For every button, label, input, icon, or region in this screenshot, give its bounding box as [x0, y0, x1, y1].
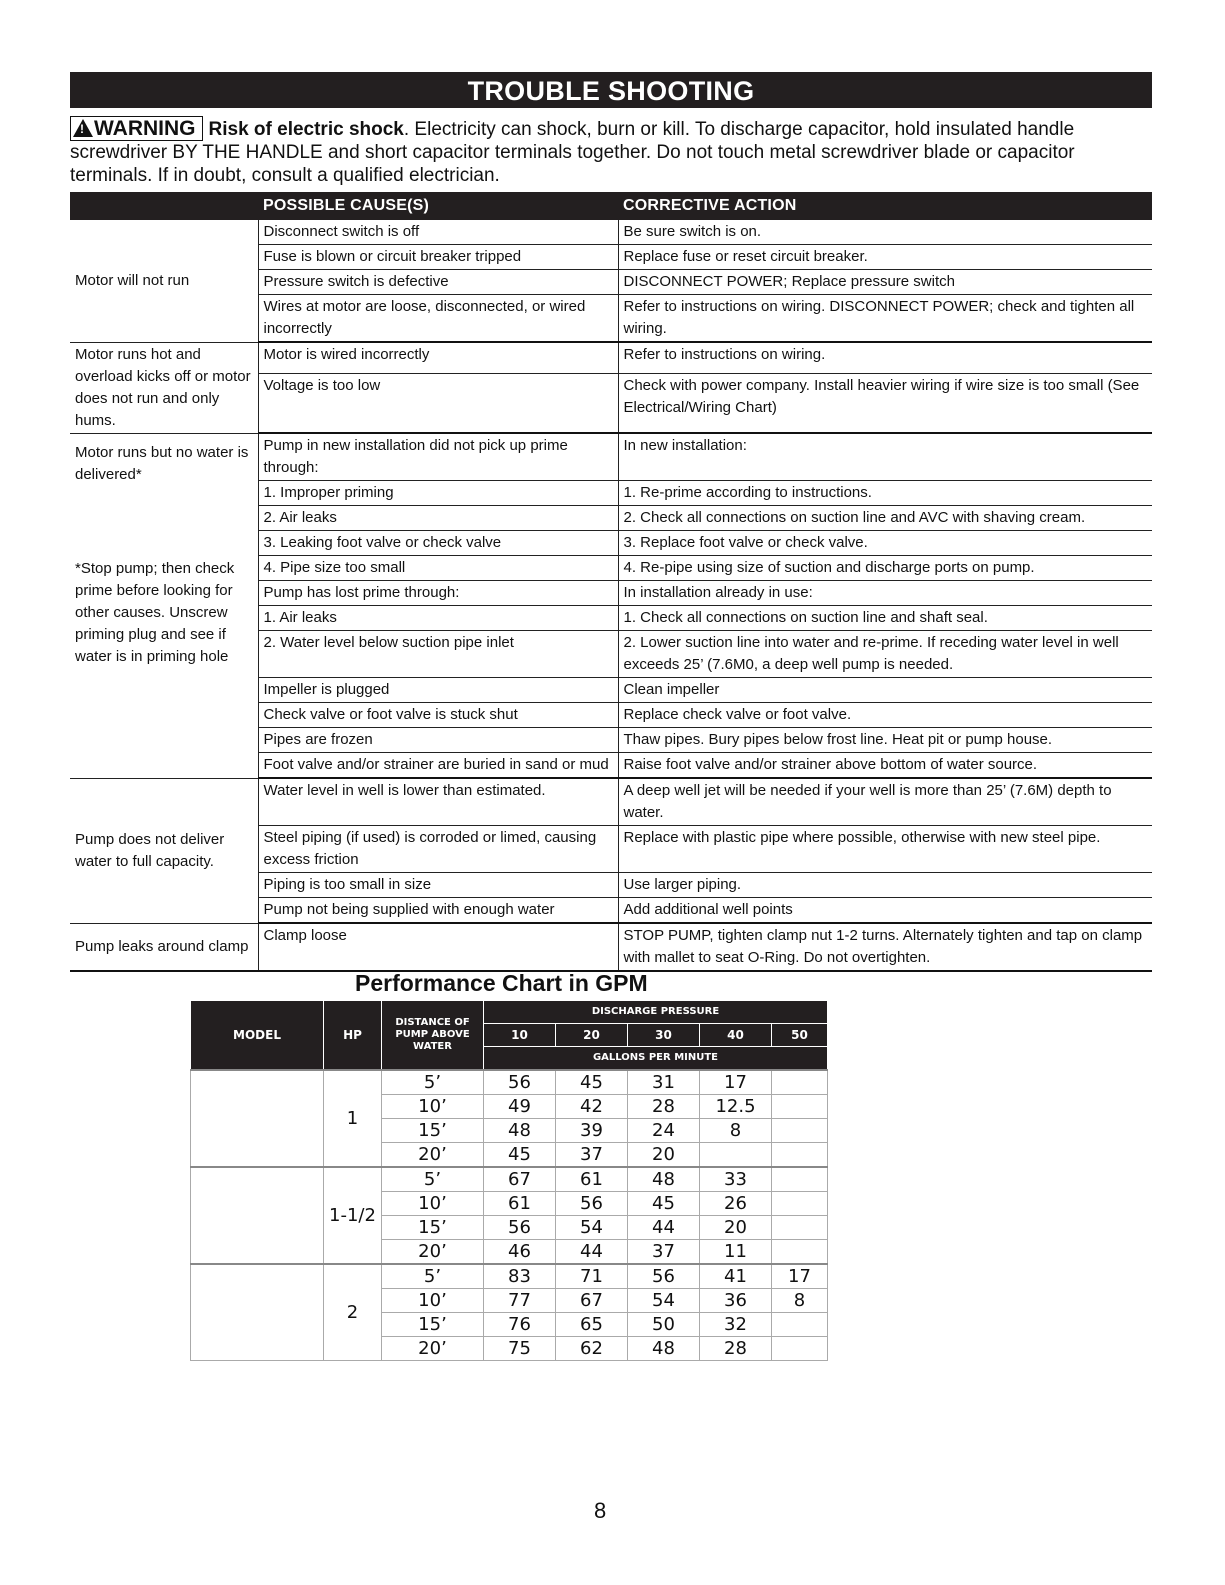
problem-cell [70, 342, 258, 433]
gpm-value-cell: 28 [700, 1337, 772, 1361]
cause-cell: 1. Air leaks [258, 606, 618, 631]
action-cell: Check with power company. Install heavier wiring if wire size is too small (See Electrical/Wiring Chart) [618, 374, 1152, 433]
problem-cell [70, 433, 258, 778]
action-cell: In new installation: [618, 433, 1152, 481]
gpm-value-cell [700, 1143, 772, 1168]
gpm-value-cell: 50 [628, 1313, 700, 1337]
warning-label: WARNING [94, 117, 196, 140]
cause-cell: Fuse is blown or circuit breaker tripped [258, 245, 618, 270]
action-cell: DISCONNECT POWER; Replace pressure switch [618, 270, 1152, 295]
gpm-value-cell: 61 [556, 1167, 628, 1192]
gpm-value-cell: 37 [556, 1143, 628, 1168]
performance-chart-table [190, 1000, 828, 1361]
gpm-value-cell [772, 1119, 828, 1143]
cause-cell: 2. Water level below suction pipe inlet [258, 631, 618, 678]
table-row [70, 433, 1152, 481]
gpm-value-cell: 17 [772, 1264, 828, 1289]
pressure-header: 20 [556, 1024, 628, 1047]
gpm-value-cell [772, 1337, 828, 1361]
action-cell: Raise foot valve and/or strainer above bottom of water source. [618, 753, 1152, 779]
distance-cell: 5’ [382, 1167, 484, 1192]
action-cell: Use larger piping. [618, 873, 1152, 898]
gpm-value-cell [772, 1240, 828, 1265]
gpm-value-cell: 37 [628, 1240, 700, 1265]
cause-cell: 4. Pipe size too small [258, 556, 618, 581]
cause-cell: Check valve or foot valve is stuck shut [258, 703, 618, 728]
gpm-value-cell: 12.5 [700, 1095, 772, 1119]
gpm-value-cell: 56 [484, 1216, 556, 1240]
cause-cell: Pump in new installation did not pick up prime through: [258, 433, 618, 481]
gpm-value-cell: 44 [628, 1216, 700, 1240]
gpm-value-cell: 26 [700, 1192, 772, 1216]
problem-note: *Stop pump; then check prime before looking for other causes. Unscrew priming plug and see if water is in priming hole [75, 559, 235, 665]
distance-cell: 20’ [382, 1337, 484, 1361]
gpm-value-cell: 41 [700, 1264, 772, 1289]
problem-cell [70, 778, 258, 923]
gpm-value-cell: 20 [700, 1216, 772, 1240]
chart-row [191, 1070, 828, 1095]
cause-cell: Piping is too small in size [258, 873, 618, 898]
action-cell: 3. Replace foot valve or check valve. [618, 531, 1152, 556]
action-cell: 1. Re-prime according to instructions. [618, 481, 1152, 506]
pressure-header: 50 [772, 1024, 828, 1047]
action-cell: Clean impeller [618, 678, 1152, 703]
gpm-value-cell: 76 [484, 1313, 556, 1337]
cause-cell: Clamp loose [258, 923, 618, 971]
problem-cell [70, 923, 258, 971]
distance-cell: 20’ [382, 1240, 484, 1265]
column-header: POSSIBLE CAUSE(S) [258, 192, 618, 220]
distance-cell: 15’ [382, 1216, 484, 1240]
problem-text: Motor runs but no water is delivered* [75, 443, 249, 483]
action-cell: A deep well jet will be needed if your well is more than 25’ (7.6M) depth to water. [618, 778, 1152, 826]
gpm-value-cell: 24 [628, 1119, 700, 1143]
gpm-value-cell: 32 [700, 1313, 772, 1337]
cause-cell: Water level in well is lower than estimated. [258, 778, 618, 826]
cause-cell: Voltage is too low [258, 374, 618, 433]
gpm-value-cell: 8 [772, 1289, 828, 1313]
gpm-value-cell: 56 [556, 1192, 628, 1216]
page-number: 8 [594, 1498, 607, 1523]
page-title: TROUBLE SHOOTING [70, 72, 1152, 108]
performance-chart-title: Performance Chart in GPM [355, 970, 648, 996]
warning-risk: Risk of electric shock [208, 119, 404, 140]
cause-cell: 1. Improper priming [258, 481, 618, 506]
cause-cell: Impeller is plugged [258, 678, 618, 703]
gpm-value-cell: 77 [484, 1289, 556, 1313]
gpm-value-cell: 71 [556, 1264, 628, 1289]
table-header-row [70, 192, 1152, 220]
gpm-value-cell: 11 [700, 1240, 772, 1265]
distance-cell: 10’ [382, 1289, 484, 1313]
distance-cell: 15’ [382, 1119, 484, 1143]
gpm-value-cell: 62 [556, 1337, 628, 1361]
gpm-value-cell: 39 [556, 1119, 628, 1143]
action-cell: Refer to instructions on wiring. [618, 342, 1152, 374]
gpm-value-cell: 33 [700, 1167, 772, 1192]
gpm-value-cell: 44 [556, 1240, 628, 1265]
gpm-value-cell [772, 1143, 828, 1168]
action-cell: Refer to instructions on wiring. DISCONNECT POWER; check and tighten all wiring. [618, 295, 1152, 343]
cause-cell: 2. Air leaks [258, 506, 618, 531]
action-cell: Add additional well points [618, 898, 1152, 924]
distance-cell: 10’ [382, 1095, 484, 1119]
cause-cell: Disconnect switch is off [258, 220, 618, 245]
distance-cell: 15’ [382, 1313, 484, 1337]
action-cell: Replace fuse or reset circuit breaker. [618, 245, 1152, 270]
discharge-header: DISCHARGE PRESSURE [484, 1001, 828, 1024]
cause-cell: Pump has lost prime through: [258, 581, 618, 606]
chart-row [191, 1167, 828, 1192]
gpm-value-cell: 46 [484, 1240, 556, 1265]
gpm-value-cell: 48 [484, 1119, 556, 1143]
cause-cell: 3. Leaking foot valve or check valve [258, 531, 618, 556]
action-cell: Be sure switch is on. [618, 220, 1152, 245]
problem-text: Pump does not deliver water to full capacity. [75, 830, 225, 870]
gpm-value-cell: 20 [628, 1143, 700, 1168]
distance-cell: 5’ [382, 1264, 484, 1289]
gpm-value-cell: 45 [628, 1192, 700, 1216]
gpm-value-cell: 65 [556, 1313, 628, 1337]
hp-header: HP [324, 1001, 382, 1071]
column-header [70, 192, 258, 220]
gpm-value-cell [772, 1216, 828, 1240]
gpm-value-cell: 67 [556, 1289, 628, 1313]
action-cell: STOP PUMP, tighten clamp nut 1-2 turns. Alternately tighten and tap on clamp with mallet to seat O-Ring. Do not overtighten. [618, 923, 1152, 971]
warning-triangle-icon [73, 119, 93, 137]
gpm-value-cell [772, 1095, 828, 1119]
gpm-value-cell [772, 1192, 828, 1216]
hp-cell: 1-1/2 [324, 1167, 382, 1264]
action-cell: Replace check valve or foot valve. [618, 703, 1152, 728]
model-cell [191, 1070, 324, 1167]
gpm-value-cell: 49 [484, 1095, 556, 1119]
action-cell: 1. Check all connections on suction line and shaft seal. [618, 606, 1152, 631]
pressure-header: 30 [628, 1024, 700, 1047]
troubleshooting-table [70, 192, 1152, 972]
action-cell: Thaw pipes. Bury pipes below frost line. Heat pit or pump house. [618, 728, 1152, 753]
gpm-value-cell: 42 [556, 1095, 628, 1119]
table-row [70, 778, 1152, 826]
distance-cell: 20’ [382, 1143, 484, 1168]
cause-cell: Steel piping (if used) is corroded or limed, causing excess friction [258, 826, 618, 873]
gpm-value-cell [772, 1070, 828, 1095]
model-cell [191, 1167, 324, 1264]
gpm-value-cell: 83 [484, 1264, 556, 1289]
cause-cell: Foot valve and/or strainer are buried in sand or mud [258, 753, 618, 779]
gpm-value-cell: 56 [484, 1070, 556, 1095]
hp-cell: 1 [324, 1070, 382, 1167]
warning-paragraph [70, 116, 1152, 187]
gpm-value-cell [772, 1313, 828, 1337]
gpm-value-cell: 48 [628, 1167, 700, 1192]
cause-cell: Pipes are frozen [258, 728, 618, 753]
problem-text: Motor runs hot and overload kicks off or motor does not run and only hums. [75, 345, 251, 429]
gpm-value-cell: 61 [484, 1192, 556, 1216]
chart-row [191, 1264, 828, 1289]
table-row [70, 342, 1152, 374]
gpm-value-cell: 75 [484, 1337, 556, 1361]
problem-cell [70, 220, 258, 342]
warning-label-box [70, 116, 203, 141]
gpm-value-cell: 45 [556, 1070, 628, 1095]
action-cell: In installation already in use: [618, 581, 1152, 606]
hp-cell: 2 [324, 1264, 382, 1361]
gpm-value-cell: 67 [484, 1167, 556, 1192]
column-header: CORRECTIVE ACTION [618, 192, 1152, 220]
gpm-value-cell: 54 [556, 1216, 628, 1240]
gpm-value-cell [772, 1167, 828, 1192]
page-content [70, 72, 1152, 966]
action-cell: Replace with plastic pipe where possible, otherwise with new steel pipe. [618, 826, 1152, 873]
gpm-value-cell: 31 [628, 1070, 700, 1095]
gpm-header: GALLONS PER MINUTE [484, 1047, 828, 1071]
cause-cell: Motor is wired incorrectly [258, 342, 618, 374]
gpm-value-cell: 48 [628, 1337, 700, 1361]
gpm-value-cell: 56 [628, 1264, 700, 1289]
action-cell: 2. Check all connections on suction line and AVC with shaving cream. [618, 506, 1152, 531]
pressure-header: 10 [484, 1024, 556, 1047]
cause-cell: Pump not being supplied with enough water [258, 898, 618, 924]
action-cell: 4. Re-pipe using size of suction and discharge ports on pump. [618, 556, 1152, 581]
problem-text: Motor will not run [75, 271, 190, 289]
gpm-value-cell: 17 [700, 1070, 772, 1095]
table-row [70, 220, 1152, 245]
model-cell [191, 1264, 324, 1361]
distance-cell: 5’ [382, 1070, 484, 1095]
distance-cell: 10’ [382, 1192, 484, 1216]
cause-cell: Wires at motor are loose, disconnected, or wired incorrectly [258, 295, 618, 343]
warning-text: . Electricity can shock, burn or kill. To discharge capacitor, hold insulated handle screwdriver BY THE HANDLE and short capacitor terminals together. Do not touch metal screwdriver blade or capacitor terminals. If in doubt, consult a qualified electrician. [70, 119, 1075, 186]
pressure-header: 40 [700, 1024, 772, 1047]
action-cell: 2. Lower suction line into water and re-prime. If receding water level in well exceeds 25’ (7.6M0, a deep well pump is needed. [618, 631, 1152, 678]
model-header: MODEL [191, 1001, 324, 1071]
gpm-value-cell: 54 [628, 1289, 700, 1313]
gpm-value-cell: 45 [484, 1143, 556, 1168]
cause-cell: Pressure switch is defective [258, 270, 618, 295]
gpm-value-cell: 8 [700, 1119, 772, 1143]
gpm-value-cell: 28 [628, 1095, 700, 1119]
distance-header: DISTANCE OF PUMP ABOVE WATER [382, 1001, 484, 1071]
problem-text: Pump leaks around clamp [75, 937, 249, 955]
gpm-value-cell: 36 [700, 1289, 772, 1313]
table-row [70, 923, 1152, 971]
